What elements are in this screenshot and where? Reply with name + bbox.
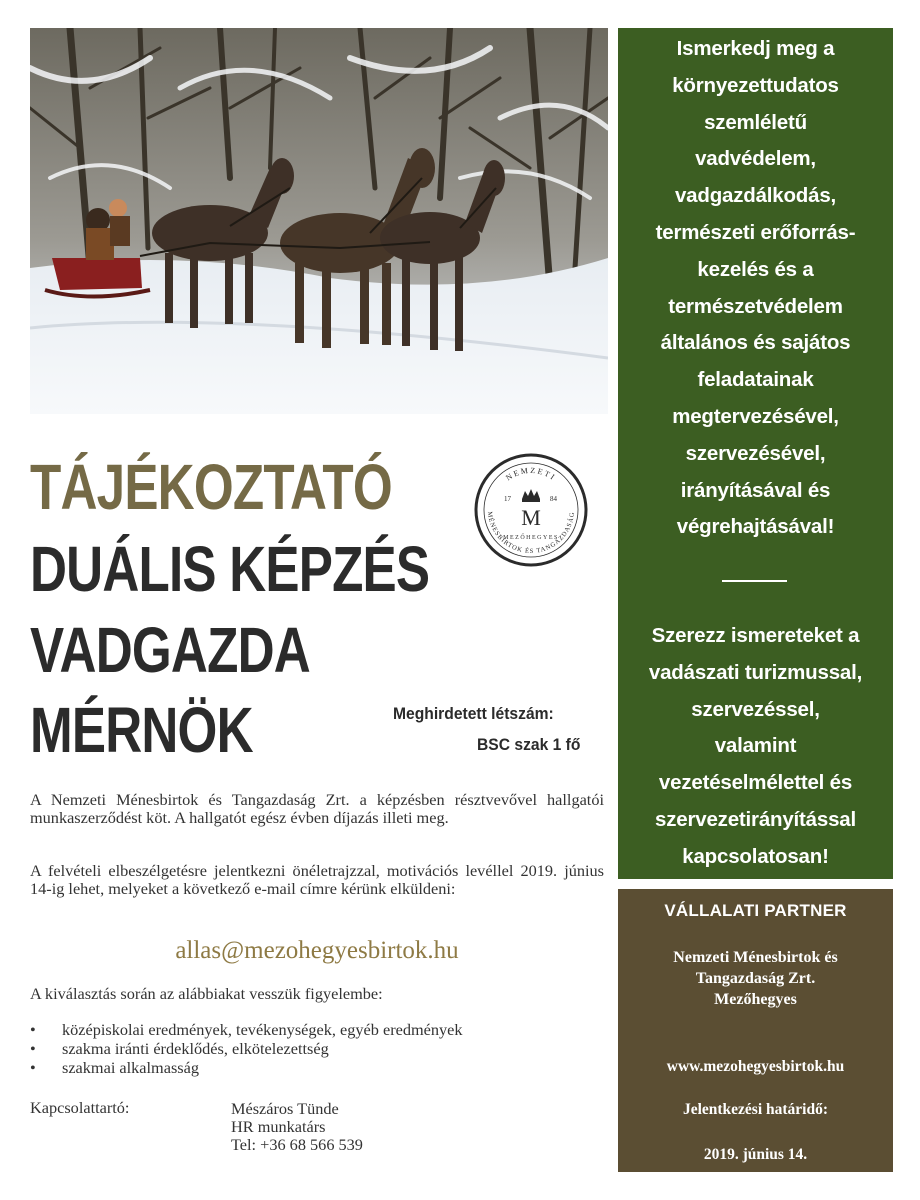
list-item: • középiskolai eredmények, tevékenységek, egyéb eredmények bbox=[30, 1020, 463, 1039]
quota-value: BSC szak 1 fő bbox=[477, 735, 581, 754]
deadline-date: 2019. június 14. bbox=[703, 1146, 808, 1163]
partner-name: Nemzeti Ménesbirtok és Tangazdaság Zrt. Mezőhegyes bbox=[673, 949, 838, 1008]
email-link[interactable]: allas@mezohegyesbirtok.hu bbox=[175, 937, 459, 964]
divider bbox=[722, 580, 787, 582]
partner-title: VÁLLALATI PARTNER bbox=[664, 901, 847, 920]
deadline-label: Jelentkezési határidő: bbox=[682, 1101, 829, 1118]
headline-line-3: VADGAZDA bbox=[30, 614, 310, 686]
body-paragraph-1: A Nemzeti Ménesbirtok és Tangazdaság Zrt. a képzésben résztvevővel hallgatói munkaszerződést köt. A hallgatót egész évben díjazás illeti meg. bbox=[30, 790, 604, 827]
info-text-2: Szerezz ismereteket a vadászati turizmussal, szervezéssel, valamint vezetéselmélettel és szervezetirányítással kapcsolatosan! bbox=[648, 624, 863, 868]
logo-bottom-text: MÉNESBIRTOK ÉS TANGAZDASÁG bbox=[485, 511, 577, 556]
partner-panel bbox=[618, 889, 893, 1172]
info-text-1: Ismerkedj meg a környezettudatos szemléletű vadvédelem, vadgazdálkodás, természeti erőforrás- kezelés és a természetvédelem általános és sajátos feladatainak megtervezésével, szervezésével, irányításával és végrehajtásával! bbox=[655, 37, 856, 539]
contact-label: Kapcsolattartó: bbox=[30, 1098, 130, 1117]
logo-icon bbox=[474, 453, 588, 567]
horse-sleigh-photo bbox=[30, 28, 608, 414]
body-paragraph-2: A felvételi elbeszélgetésre jelentkezni önéletrajzzal, motivációs levéllel 2019. június 14-ig lehet, melyeket a következő e-mail címre kérünk elküldeni: bbox=[30, 861, 604, 898]
info-panel-green bbox=[618, 28, 893, 879]
partner-website-link[interactable]: www.mezohegyesbirtok.hu bbox=[666, 1058, 845, 1075]
logo-year-left: 17 bbox=[504, 495, 511, 503]
criteria-list bbox=[30, 1020, 463, 1077]
list-item: • szakmai alkalmasság bbox=[30, 1058, 463, 1077]
logo-top-text: NEMZETI bbox=[504, 465, 558, 483]
quota-label: Meghirdetett létszám: bbox=[393, 704, 554, 723]
logo-year-right: 84 bbox=[550, 495, 557, 503]
contact-details: Mészáros Tünde HR munkatárs Tel: +36 68 566 539 bbox=[231, 1099, 363, 1154]
headline-line-4: MÉRNÖK bbox=[30, 694, 253, 766]
logo-place-text: MEZŐHEGYES bbox=[503, 535, 559, 541]
selection-intro: A kiválasztás során az alábbiakat vesszük figyelembe: bbox=[30, 984, 383, 1003]
list-item: • szakma iránti érdeklődés, elkötelezettség bbox=[30, 1039, 463, 1058]
headline-line-1: TÁJÉKOZTATÓ bbox=[30, 451, 392, 523]
headline-line-2: DUÁLIS KÉPZÉS bbox=[30, 533, 430, 605]
logo-letter: M bbox=[521, 505, 541, 530]
horse-sleigh-in-snowy-forest-photo bbox=[30, 28, 608, 414]
nemzeti-menesbirtok-logo bbox=[474, 453, 588, 567]
